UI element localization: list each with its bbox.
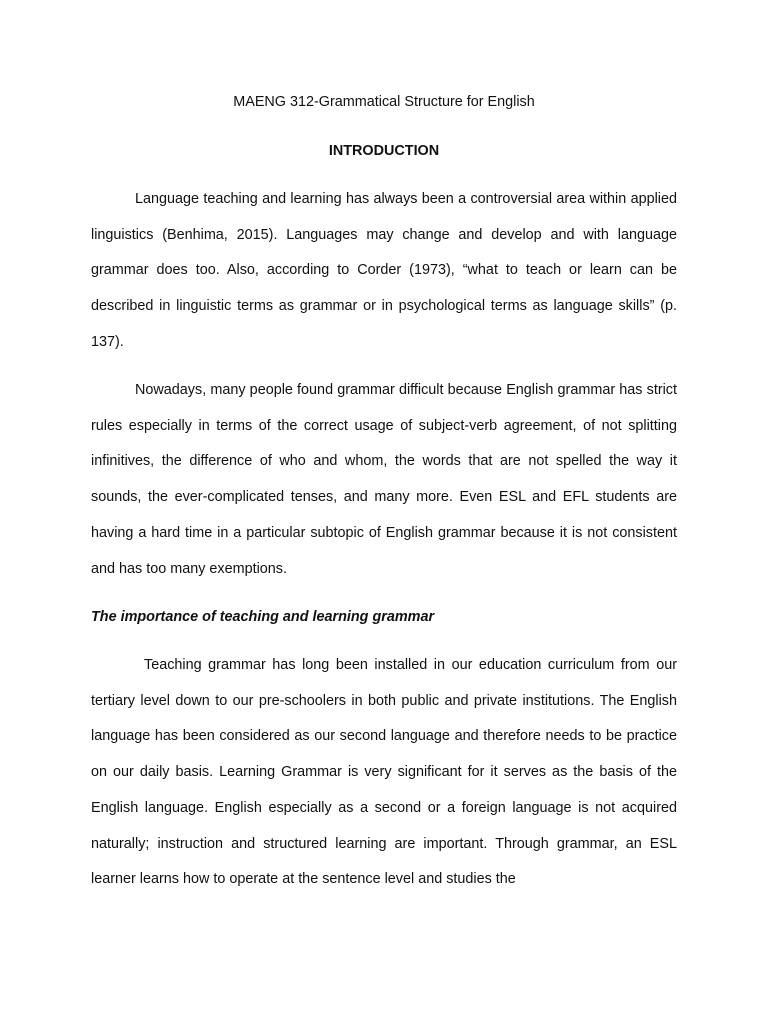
importance-paragraph: Teaching grammar has long been installed in our education curriculum from our tertiary level down to our pre-schoolers in both public and private institutions. The English language has been considered as our second language and therefore needs to be practice on our daily basis. Learning Grammar is very significant for it serves as the basis of the English language. English especially as a second or a foreign language is not acquired naturally; instruction and structured learning are important. Through grammar, an ESL learner learns how to operate at the sentence level and studies the xyxy=(91,657,677,888)
introduction-paragraph-1: Language teaching and learning has always been a controversial area within applied linguistics (Benhima, 2015). Languages may change and develop and with language grammar does too. Also, according to Corder (1973), “what to teach or learn can be described in linguistic terms as grammar or in psychological terms as language skills” (p. 137). xyxy=(91,191,677,350)
section-heading: INTRODUCTION xyxy=(328,143,440,159)
course-title: MAENG 312-Grammatical Structure for English xyxy=(233,94,535,110)
importance-subheading: The importance of teaching and learning grammar xyxy=(91,609,435,625)
introduction-paragraph-2: Nowadays, many people found grammar difficult because English grammar has strict rules especially in terms of the correct usage of subject-verb agreement, of not splitting infinitives, the difference of who and whom, the words that are not spelled the way it sounds, the ever-complicated tenses, and many more. Even ESL and EFL students are having a hard time in a particular subtopic of English grammar because it is not consistent and has too many exemptions. xyxy=(91,382,677,577)
